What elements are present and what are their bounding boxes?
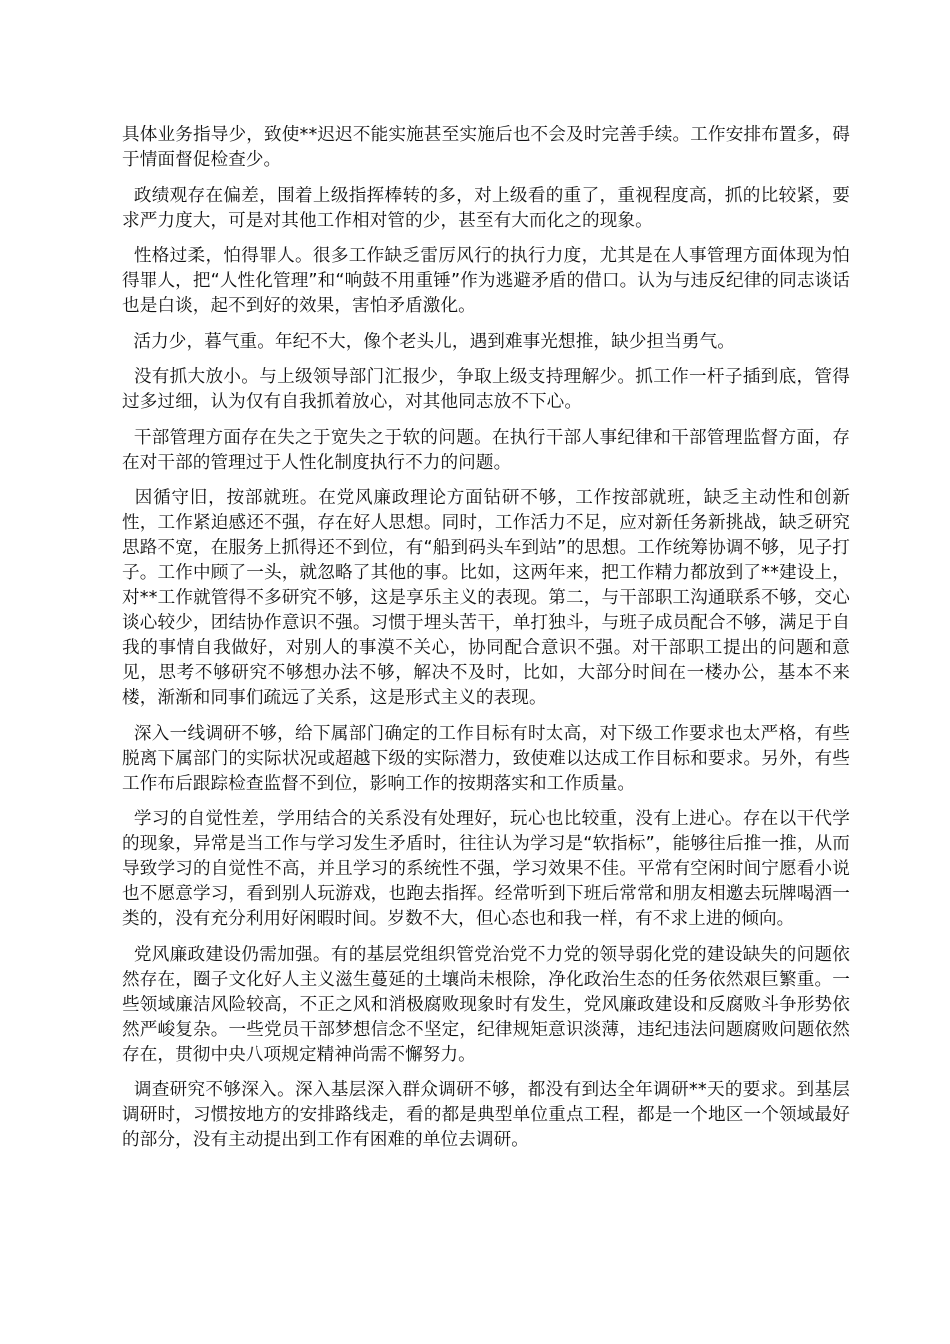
paragraph-1: 具体业务指导少，致使**迟迟不能实施甚至实施后也不会及时完善手续。工作安排布置多，碍于情面督促检查少。 bbox=[122, 125, 850, 170]
paragraph-11: 调查研究不够深入。深入基层深入群众调研不够，都没有到达全年调研**天的要求。到基层调研时，习惯按地方的安排路线走，看的都是典型单位重点工程，都是一个地区一个领域最好的部分，没有主动提出到工作有困难的单位去调研。 bbox=[122, 1080, 850, 1150]
document-body bbox=[122, 123, 850, 1164]
paragraph-8: 深入一线调研不够，给下属部门确定的工作目标有时太高，对下级工作要求也太严格，有些脱离下属部门的实际状况或超越下级的实际潜力，致使难以达成工作目标和要求。另外，有些工作布后跟踪检查监督不到位，影响工作的按期落实和工作质量。 bbox=[122, 723, 850, 794]
paragraph-3: 性格过柔，怕得罪人。很多工作缺乏雷厉风行的执行力度，尤其是在人事管理方面体现为怕得罪人，把“人性化管理”和“响鼓不用重锤”作为逃避矛盾的借口。认为与违反纪律的同志谈话也是白谈，起不到好的效果，害怕矛盾激化。 bbox=[122, 246, 850, 316]
paragraph-10: 党风廉政建设仍需加强。有的基层党组织管党治党不力党的领导弱化党的建设缺失的问题依然存在，圈子文化好人主义滋生蔓延的土壤尚未根除，净化政治生态的任务依然艰巨繁重。一些领域廉洁风险较高，不正之风和消极腐败现象时有发生，党风廉政建设和反腐败斗争形势依然严峻复杂。一些党员干部梦想信念不坚定，纪律规矩意识淡薄，违纪违法问题腐败问题依然存在，贯彻中央八项规定精神尚需不懈努力。 bbox=[122, 944, 850, 1065]
paragraph-7: 因循守旧，按部就班。在党风廉政理论方面钻研不够，工作按部就班，缺乏主动性和创新性，工作紧迫感还不强，存在好人思想。同时，工作活力不足，应对新任务新挑战，缺乏研究思路不宽，在服务上抓得还不到位，有“船到码头车到站”的思想。工作统筹协调不够，见子打子。工作中顾了一头，就忽略了其他的事。比如，这两年来，把工作精力都放到了**建设上，对**工作就管得不多研究不够，这是享乐主义的表现。第二，与干部职工沟通联系不够，交心谈心较少，团结协作意识不强。习惯于埋头苦干，单打独斗，与班子成员配合不够，满足于自我的事情自我做好，对别人的事漠不关心，协同配合意识不强。对干部职工提出的问题和意见，思考不够研究不够想办法不够，解决不及时，比如，大部分时间在一楼办公，基本不来楼，渐渐和同事们疏远了关系，这是形式主义的表现。 bbox=[122, 488, 850, 708]
paragraph-5: 没有抓大放小。与上级领导部门汇报少，争取上级支持理解少。抓工作一杆子插到底，管得过多过细，认为仅有自我抓着放心，对其他同志放不下心。 bbox=[122, 367, 850, 412]
paragraph-6: 干部管理方面存在失之于宽失之于软的问题。在执行干部人事纪律和干部管理监督方面，存在对干部的管理过于人性化制度执行不力的问题。 bbox=[122, 427, 850, 473]
paragraph-9: 学习的自觉性差，学用结合的关系没有处理好，玩心也比较重，没有上进心。存在以干代学的现象，异常是当工作与学习发生矛盾时，往往认为学习是“软指标”，能够往后推一推，从而导致学习的自觉性不高，并且学习的系统性不强，学习效果不佳。平常有空闲时间宁愿看小说也不愿意学习，看到别人玩游戏，也跑去指挥。经常听到下班后常常和朋友相邀去玩牌喝酒一类的，没有充分利用好闲暇时间。岁数不大，但心态也和我一样，有不求上进的倾向。 bbox=[122, 809, 850, 929]
paragraph-4: 活力少，暮气重。年纪不大，像个老头儿，遇到难事光想推，缺少担当勇气。 bbox=[122, 331, 735, 352]
paragraph-2: 政绩观存在偏差，围着上级指挥棒转的多，对上级看的重了，重视程度高，抓的比较紧，要求严力度大，可是对其他工作相对管的少，甚至有大而化之的现象。 bbox=[122, 185, 850, 231]
